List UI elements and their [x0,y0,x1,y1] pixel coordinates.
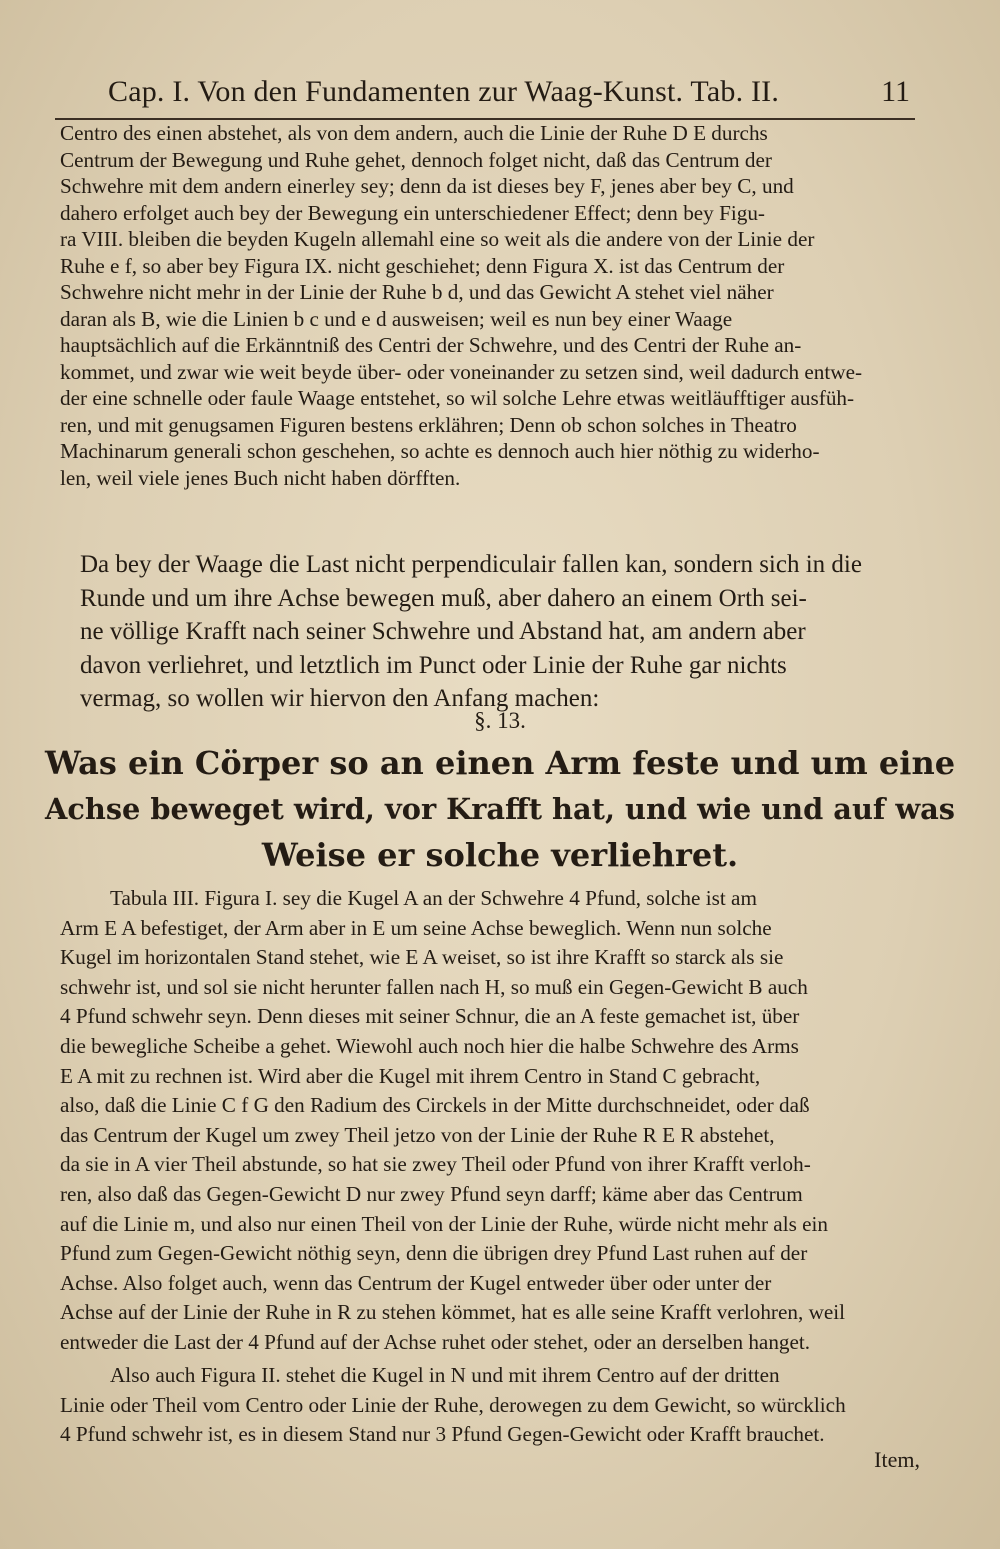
text-line: ra VIII. bleiben die beyden Kugeln allemahl eine so weit als die andere von der Linie der [60,227,815,251]
text-line: Also auch Figura II. stehet die Kugel in N und mit ihrem Centro auf der dritten [110,1363,780,1387]
text-line: das Centrum der Kugel um zwey Theil jetzo von der Linie der Ruhe R E R abstehet, [60,1122,775,1147]
heading-line: Achse beweget wird, vor Krafft hat, und wie und auf was [44,792,956,826]
text-line: Tabula III. Figura I. sey die Kugel A an der Schwehre 4 Pfund, solche ist am [110,886,757,910]
text-line: ne völlige Krafft nach seiner Schwehre und Abstand hat, am andern aber [80,618,806,645]
text-line: Centrum der Bewegung und Ruhe gehet, dennoch folget nicht, daß das Centrum der [60,147,772,172]
catchword: Item, [874,1447,920,1472]
text-line: ren, und mit genugsamen Figuren bestens erklähren; Denn ob schon solches in Theatro [60,412,797,437]
page-number: 11 [881,75,910,108]
text-line: Kugel im horizontalen Stand stehet, wie E A weiset, so ist ihre Krafft so starck als sie [60,945,784,970]
text-line: hauptsächlich auf die Erkänntniß des Centri der Schwehre, und des Centri der Ruhe an- [60,333,802,357]
section-heading [40,740,960,878]
text-line: 4 Pfund schwehr seyn. Denn dieses mit seiner Schnur, die an A feste gemachet ist, über [60,1004,800,1029]
text-line: entweder die Last der 4 Pfund auf der Achse ruhet oder stehet, oder an derselben hanget. [60,1329,811,1354]
text-line: 4 Pfund schwehr ist, es in diesem Stand nur 3 Pfund Gegen-Gewicht oder Krafft brauchet. [60,1422,825,1447]
text-line: also, daß die Linie C f G den Radium des Circkels in der Mitte durchschneidet, oder daß [60,1093,810,1118]
text-line: len, weil viele jenes Buch nicht haben dörfften. [60,465,461,490]
text-line: Machinarum generali schon geschehen, so achte es dennoch auch hier nöthig zu widerho- [60,439,820,463]
text-line: ren, also daß das Gegen-Gewicht D nur zwey Pfund seyn darff; käme aber das Centrum [60,1181,803,1206]
text-line: die bewegliche Scheibe a gehet. Wiewohl auch noch hier die halbe Schwehre des Arms [60,1033,799,1058]
text-line: schwehr ist, und sol sie nicht herunter fallen nach H, so muß ein Gegen-Gewicht B auch [60,974,808,999]
paragraph-3 [60,884,920,1358]
text-line: Achse. Also folget auch, wenn das Centrum der Kugel entweder über oder unter der [60,1270,772,1295]
text-line: dahero erfolget auch bey der Bewegung ein unterschiedener Effect; denn bey Figu- [60,200,765,225]
header-title: Cap. I. Von den Fundamenten zur Waag-Kunst. Tab. II. [108,75,780,108]
text-line: Centro des einen abstehet, als von dem andern, auch die Linie der Ruhe D E durchs [60,121,768,145]
text-line: E A mit zu rechnen ist. Wird aber die Kugel mit ihrem Centro in Stand C gebracht, [60,1063,761,1088]
text-line: auf die Linie m, und also nur einen Theil von der Linie der Ruhe, würde nicht mehr als ein [60,1211,829,1236]
text-line: Arm E A befestiget, der Arm aber in E um seine Achse beweglich. Wenn nun solche [60,915,772,940]
text-line: Linie oder Theil vom Centro oder Linie der Ruhe, derowegen zu dem Gewicht, so würcklich [60,1392,846,1417]
text-line: kommet, und zwar wie weit beyde über- oder voneinander zu setzen sind, weil dadurch entwe- [60,359,863,384]
paragraph-1 [60,120,920,491]
text-line: Achse auf der Linie der Ruhe in R zu stehen kömmet, hat es alle seine Krafft verlohren, weil [60,1300,846,1325]
text-line: davon verliehret, und letztlich im Punct oder Linie der Ruhe gar nichts [80,651,787,679]
paragraph-2 [80,548,920,716]
text-line: Pfund zum Gegen-Gewicht nöthig seyn, denn die übrigen drey Pfund Last ruhen auf der [60,1241,808,1266]
text-line: der eine schnelle oder faule Waage entstehet, so wil solche Lehre etwas weitläufftiger ausfüh- [60,386,855,410]
section-number: §. 13. [474,708,526,733]
text-line: Ruhe e f, so aber bey Figura IX. nicht geschiehet; denn Figura X. ist das Centrum der [60,253,785,278]
text-line: Da bey der Waage die Last nicht perpendiculair fallen kan, sondern sich in die [80,551,862,578]
text-line: vermag, so wollen wir hiervon den Anfang machen: [80,685,600,712]
running-header [108,72,918,112]
text-line: Runde und um ihre Achse bewegen muß, aber dahero an einem Orth sei- [80,584,807,612]
paragraph-4 [60,1361,920,1450]
heading-line: Was ein Cörper so an einen Arm feste und um eine [44,744,956,782]
text-line: daran als B, wie die Linien b c und e d ausweisen; weil es nun bey einer Waage [60,306,733,331]
text-line: Schwehre nicht mehr in der Linie der Ruhe b d, und das Gewicht A stehet viel näher [60,280,774,304]
heading-line: Weise er solche verliehret. [261,836,739,874]
text-line: da sie in A vier Theil abstunde, so hat sie zwey Theil oder Pfund von ihrer Krafft verloh- [60,1152,811,1177]
text-line: Schwehre mit dem andern einerley sey; denn da ist dieses bey F, jenes aber bey C, und [60,174,794,198]
